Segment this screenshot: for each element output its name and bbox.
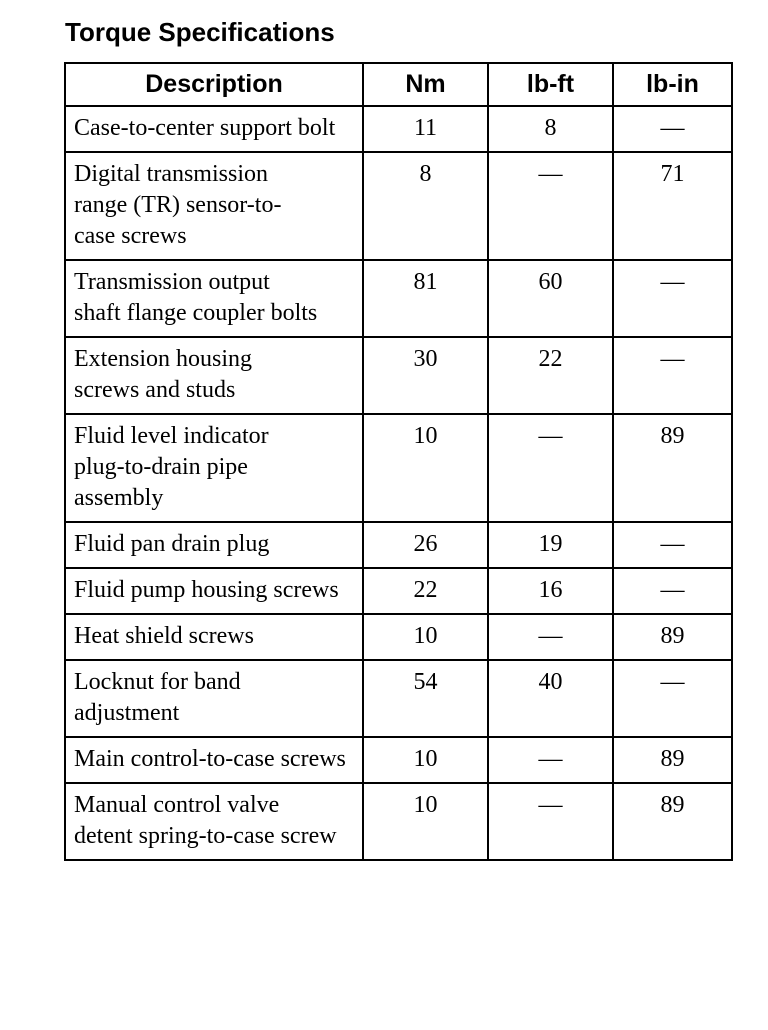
nm-cell: 10	[363, 737, 488, 783]
description-cell: Manual control valve detent spring-to-case screw	[65, 783, 363, 860]
torque-table	[64, 62, 733, 861]
table-row	[65, 260, 732, 337]
description-cell: Transmission output shaft flange coupler bolts	[65, 260, 363, 337]
lb-ft-cell: 16	[488, 568, 613, 614]
table-row	[65, 783, 732, 860]
description-cell: Main control-to-case screws	[65, 737, 363, 783]
nm-cell: 54	[363, 660, 488, 737]
lb-ft-cell: 19	[488, 522, 613, 568]
nm-cell: 22	[363, 568, 488, 614]
description-cell: Extension housing screws and studs	[65, 337, 363, 414]
lb-ft-cell: 40	[488, 660, 613, 737]
description-cell: Fluid level indicator plug-to-drain pipe assembly	[65, 414, 363, 522]
table-header-row	[65, 63, 732, 106]
table-row	[65, 522, 732, 568]
table-row	[65, 568, 732, 614]
lb-ft-cell: —	[488, 614, 613, 660]
lb-ft-cell: —	[488, 152, 613, 260]
page-title: Torque Specifications	[65, 17, 335, 47]
description-cell: Digital transmission range (TR) sensor-to-case screws	[65, 152, 363, 260]
table-row	[65, 614, 732, 660]
lb-in-cell: 89	[613, 414, 732, 522]
nm-cell: 10	[363, 414, 488, 522]
lb-in-cell: —	[613, 337, 732, 414]
lb-ft-cell: 60	[488, 260, 613, 337]
lb-in-cell: 71	[613, 152, 732, 260]
column-header-description: Description	[65, 63, 363, 106]
nm-cell: 10	[363, 614, 488, 660]
lb-in-cell: —	[613, 660, 732, 737]
lb-in-cell: 89	[613, 783, 732, 860]
lb-in-cell: —	[613, 568, 732, 614]
table-row	[65, 337, 732, 414]
lb-ft-cell: 8	[488, 106, 613, 152]
lb-in-cell: —	[613, 522, 732, 568]
nm-cell: 11	[363, 106, 488, 152]
lb-ft-cell: —	[488, 783, 613, 860]
description-cell: Case-to-center support bolt	[65, 106, 363, 152]
lb-ft-cell: —	[488, 414, 613, 522]
table-row	[65, 152, 732, 260]
description-cell: Locknut for band adjustment	[65, 660, 363, 737]
nm-cell: 26	[363, 522, 488, 568]
lb-in-cell: 89	[613, 614, 732, 660]
lb-in-cell: —	[613, 260, 732, 337]
table-row	[65, 660, 732, 737]
lb-in-cell: 89	[613, 737, 732, 783]
description-cell: Fluid pan drain plug	[65, 522, 363, 568]
column-header-nm: Nm	[363, 63, 488, 106]
description-cell: Fluid pump housing screws	[65, 568, 363, 614]
lb-ft-cell: —	[488, 737, 613, 783]
column-header-lb-ft: lb-ft	[488, 63, 613, 106]
table-row	[65, 106, 732, 152]
nm-cell: 8	[363, 152, 488, 260]
lb-ft-cell: 22	[488, 337, 613, 414]
table-row	[65, 737, 732, 783]
nm-cell: 81	[363, 260, 488, 337]
table-row	[65, 414, 732, 522]
description-cell: Heat shield screws	[65, 614, 363, 660]
nm-cell: 30	[363, 337, 488, 414]
lb-in-cell: —	[613, 106, 732, 152]
nm-cell: 10	[363, 783, 488, 860]
column-header-lb-in: lb-in	[613, 63, 732, 106]
